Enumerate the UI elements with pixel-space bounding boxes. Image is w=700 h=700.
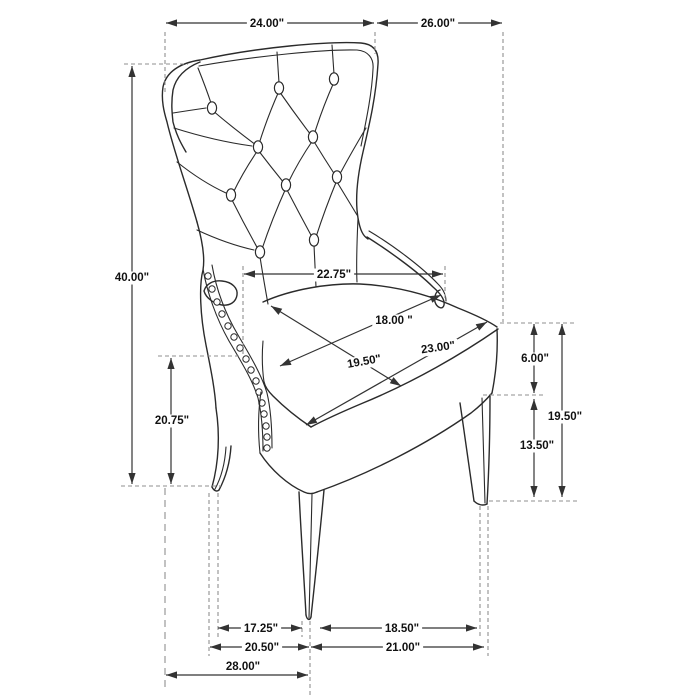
dimension-arrowhead bbox=[167, 473, 174, 484]
dimension-label: 22.75" bbox=[316, 269, 352, 281]
dimension-arrowhead bbox=[466, 624, 477, 631]
dimension-label: 17.25" bbox=[243, 623, 279, 635]
nailhead-icon bbox=[219, 311, 225, 317]
tufting-button bbox=[226, 189, 235, 201]
dimension-label: 20.50" bbox=[244, 642, 280, 654]
dimension-arrowhead bbox=[291, 624, 302, 631]
dimension-arrowhead bbox=[558, 486, 565, 497]
dimension-arrowhead bbox=[432, 270, 443, 277]
nailhead-icon bbox=[231, 334, 237, 340]
dimension-label-group bbox=[241, 623, 281, 636]
dimension-label: 23.00" bbox=[420, 339, 456, 357]
dimension-label: 19.50" bbox=[547, 411, 583, 423]
dimension-arrowhead bbox=[390, 377, 401, 386]
tufting-button bbox=[281, 179, 290, 191]
dimension-label-group bbox=[314, 269, 354, 282]
dimension-line bbox=[306, 322, 487, 425]
dim-overall-height bbox=[112, 66, 152, 484]
dimension-label: 40.00" bbox=[114, 272, 150, 284]
dimension-arrowhead bbox=[218, 624, 229, 631]
dimension-label-group bbox=[343, 352, 385, 372]
dimension-label-group bbox=[372, 315, 415, 328]
dim-base-width-right bbox=[311, 642, 484, 655]
dimension-label-group bbox=[517, 440, 557, 453]
nailhead-icon bbox=[263, 423, 269, 429]
dimension-annotations bbox=[112, 18, 585, 679]
tufting-button bbox=[309, 234, 318, 246]
dimension-arrowhead bbox=[167, 358, 174, 369]
dimension-label: 18.00 " bbox=[375, 315, 413, 327]
dimension-arrowhead bbox=[558, 324, 565, 335]
dimension-label: 19.50" bbox=[346, 353, 383, 371]
dimension-label-group bbox=[242, 642, 282, 655]
tufting-button bbox=[253, 141, 262, 153]
dim-seat-front-width bbox=[306, 322, 487, 425]
dimension-arrowhead bbox=[476, 322, 487, 331]
dimension-label: 20.75" bbox=[154, 415, 190, 427]
dimension-label-group bbox=[247, 18, 287, 31]
dim-seat-thickness bbox=[518, 324, 552, 393]
dimension-label-group bbox=[152, 415, 192, 428]
tufting-button bbox=[274, 82, 283, 94]
dimension-arrowhead bbox=[473, 643, 484, 650]
nailhead-icon bbox=[214, 299, 220, 305]
tufting-button bbox=[308, 131, 317, 143]
dimension-arrowhead bbox=[530, 399, 537, 410]
tufting-button bbox=[332, 171, 341, 183]
dimension-line bbox=[280, 295, 441, 366]
dimension-arrowhead bbox=[297, 671, 308, 678]
dimension-label-group bbox=[382, 623, 422, 636]
dimension-arrowhead bbox=[363, 19, 374, 26]
nailhead-icon bbox=[205, 273, 211, 279]
dimension-arrowhead bbox=[128, 66, 135, 77]
nailhead-studs bbox=[205, 273, 270, 451]
dimension-label-group bbox=[112, 272, 152, 285]
dimension-label: 21.00" bbox=[385, 642, 421, 654]
dimension-label: 13.50" bbox=[519, 440, 555, 452]
dimension-arrowhead bbox=[244, 270, 255, 277]
nailhead-icon bbox=[243, 356, 249, 362]
dimension-label: 6.00" bbox=[521, 353, 549, 365]
dimension-label: 28.00" bbox=[225, 661, 261, 673]
dimension-arrowhead bbox=[530, 486, 537, 497]
dimension-arrowhead bbox=[166, 19, 177, 26]
dimension-arrowhead bbox=[128, 473, 135, 484]
nailhead-icon bbox=[248, 367, 254, 373]
dim-leg-span-front-left bbox=[218, 623, 302, 636]
nailhead-icon bbox=[264, 434, 270, 440]
dim-seat-height bbox=[545, 324, 585, 497]
dimension-label-group bbox=[417, 339, 459, 357]
tufting-button bbox=[329, 73, 338, 85]
dimension-label-group bbox=[226, 661, 260, 673]
dimension-arrowhead bbox=[377, 19, 388, 26]
dim-leg-span-front-right bbox=[320, 623, 477, 636]
dimension-arrowhead bbox=[320, 624, 331, 631]
dim-arm-height bbox=[152, 358, 192, 484]
dimension-label-group bbox=[545, 411, 585, 424]
dimension-label: 18.50" bbox=[384, 623, 420, 635]
dimension-label: 26.00" bbox=[420, 18, 456, 30]
dimension-label-group bbox=[518, 353, 552, 366]
dimension-arrowhead bbox=[530, 324, 537, 335]
nailhead-icon bbox=[264, 445, 270, 451]
dimension-arrowhead bbox=[271, 306, 282, 315]
nailhead-icon bbox=[253, 378, 259, 384]
dimension-label-group bbox=[383, 642, 423, 655]
dim-back-width bbox=[166, 18, 374, 31]
chair-drawing bbox=[162, 43, 498, 620]
dimension-arrowhead bbox=[210, 643, 221, 650]
dimension-arrowhead bbox=[311, 643, 322, 650]
tufting-button bbox=[255, 246, 264, 258]
dim-base-width-left bbox=[210, 642, 309, 655]
dimension-label: 24.00" bbox=[249, 18, 285, 30]
nailhead-icon bbox=[209, 286, 215, 292]
dimension-arrowhead bbox=[298, 643, 309, 650]
dim-base-depth bbox=[166, 661, 308, 679]
nailhead-icon bbox=[261, 411, 267, 417]
dimension-label-group bbox=[418, 18, 458, 31]
tufting-button bbox=[207, 102, 216, 114]
dim-interior-back-width bbox=[244, 269, 443, 282]
dimension-arrowhead bbox=[491, 19, 502, 26]
dimension-arrowhead bbox=[306, 416, 317, 425]
dimension-arrowhead bbox=[530, 382, 537, 393]
dimension-arrowhead bbox=[280, 358, 292, 366]
nailhead-icon bbox=[237, 345, 243, 351]
dim-overall-depth bbox=[377, 18, 502, 31]
dimension-arrowhead bbox=[166, 671, 177, 678]
nailhead-icon bbox=[225, 323, 231, 329]
dim-seat-interior-width bbox=[280, 295, 441, 366]
